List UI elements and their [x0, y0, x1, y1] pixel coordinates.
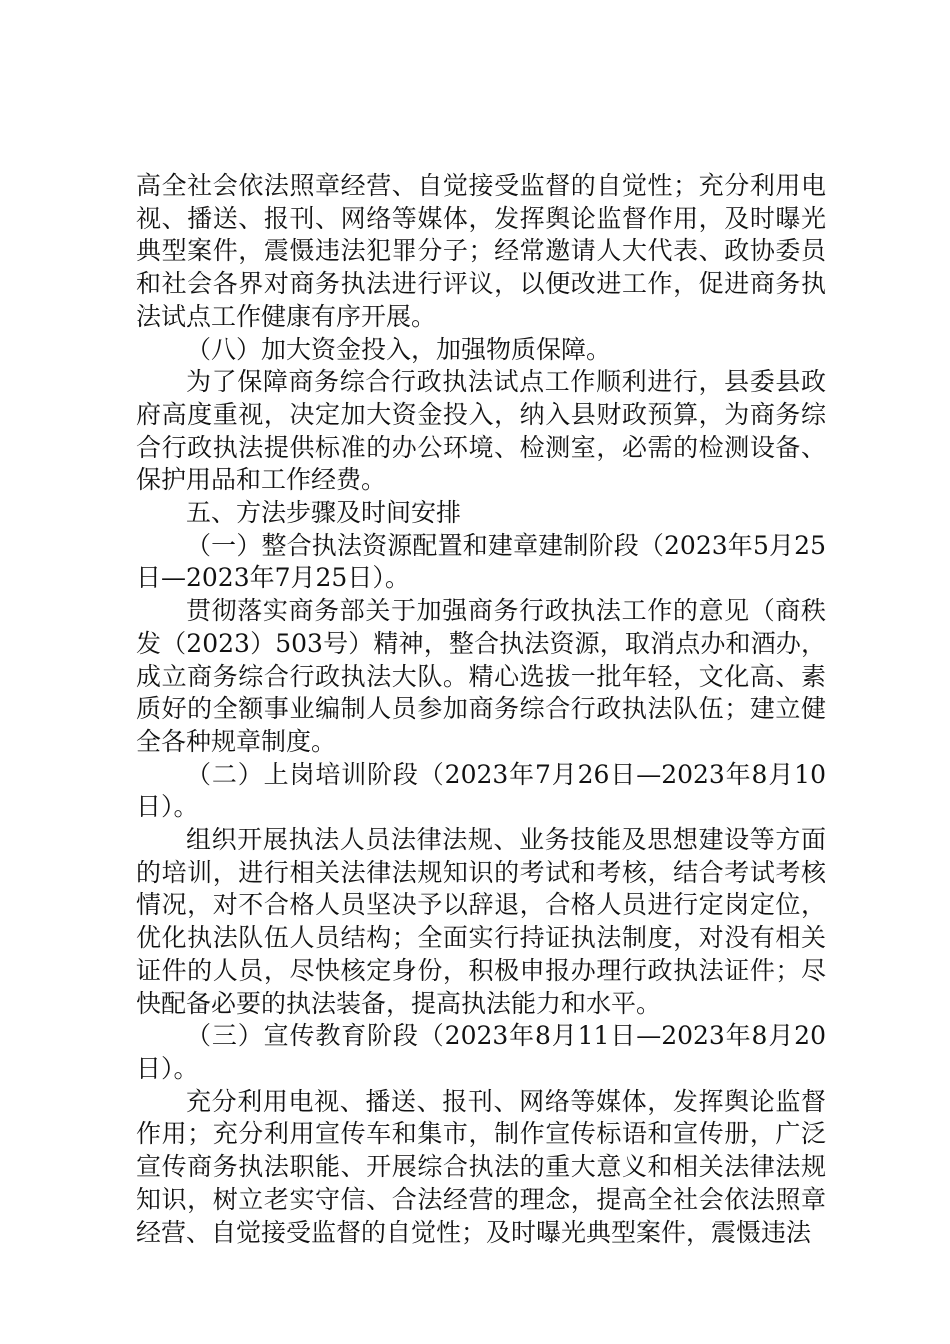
paragraph-stage-two: 组织开展执法人员法律法规、业务技能及思想建设等方面的培训，进行相关法律法规知识的考试和考核，结合考试考核情况，对不合格人员坚决予以辞退，合格人员进行定岗定位，优化执法队伍人员结构；全面实行持证执法制度，对没有相关证件的人员，尽快核定身份，积极申报办理行政执法证件；尽快配备必要的执法装备，提高执法能力和水平。 [136, 825, 826, 1018]
paragraph-stage-one: 贯彻落实商务部关于加强商务行政执法工作的意见（商秩发（2023）503号）精神，整合执法资源，取消点办和酒办，成立商务综合行政执法大队。精心选拔一批年轻，文化高、素质好的全额事业编制人员参加商务综合行政执法队伍；建立健全各种规章制度。 [136, 596, 826, 756]
subheading-stage-one: （一）整合执法资源配置和建章建制阶段（2023年5月25日—2023年7月25日）。 [136, 530, 826, 593]
document-page [136, 170, 826, 1249]
section-heading-funding: （八）加大资金投入，加强物质保障。 [186, 334, 612, 364]
section-heading-steps-schedule: 五、方法步骤及时间安排 [186, 498, 462, 528]
paragraph-funding: 为了保障商务综合行政执法试点工作顺利进行，县委县政府高度重视，决定加大资金投入，纳入县财政预算，为商务综合行政执法提供标准的办公环境、检测室，必需的检测设备、保护用品和工作经费。 [136, 367, 826, 495]
subheading-stage-two: （二）上岗培训阶段（2023年7月26日—2023年8月10日）。 [136, 759, 826, 822]
paragraph-publicity-continued: 高全社会依法照章经营、自觉接受监督的自觉性；充分利用电视、播送、报刊、网络等媒体，发挥舆论监督作用，及时曝光典型案件，震慑违法犯罪分子；经常邀请人大代表、政协委员和社会各界对商务执法进行评议，以便改进工作，促进商务执法试点工作健康有序开展。 [136, 171, 826, 331]
paragraph-stage-three: 充分利用电视、播送、报刊、网络等媒体，发挥舆论监督作用；充分利用宣传车和集市，制作宣传标语和宣传册，广泛宣传商务执法职能、开展综合执法的重大意义和相关法律法规知识，树立老实守信、合法经营的理念，提高全社会依法照章经营、自觉接受监督的自觉性；及时曝光典型案件，震慑违法 [136, 1086, 826, 1247]
subheading-stage-three: （三）宣传教育阶段（2023年8月11日—2023年8月20日）。 [136, 1021, 826, 1083]
